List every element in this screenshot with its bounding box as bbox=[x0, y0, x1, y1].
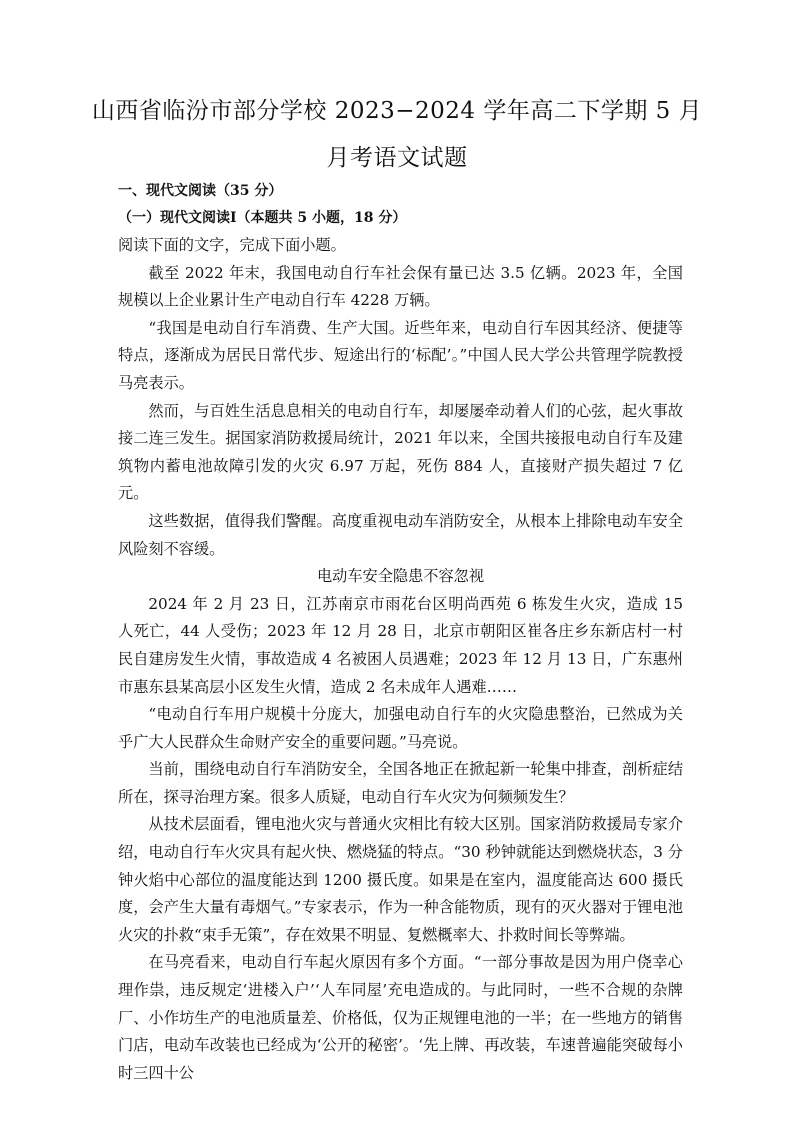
section-heading: 一、现代文阅读（35 分） bbox=[118, 183, 283, 199]
paragraph: 在马亮看来，电动自行车起火原因有多个方面。“一部分事故是因为用户侥幸心理作祟，违反规定‘进楼入户’‘人车同屋’充电造成的。与此同时，一些不合规的杂牌厂、小作坊生产的电池质量差、价格低，仅为正规锂电池的一半；在一些地方的销售门店，电动车改装也已经成为‘公开的秘密’。‘先上牌、再改装，车速普遍能突破每小时三四十公 bbox=[118, 953, 683, 1082]
document-title-line-2: 月考语文试题 bbox=[326, 145, 468, 171]
paragraph: 当前，围绕电动自行车消防安全，全国各地正在掀起新一轮集中排查，剖析症结所在，探寻治理方案。很多人质疑，电动自行车火灾为何频频发生？ bbox=[118, 760, 683, 806]
paragraph: 然而，与百姓生活息息相关的电动自行车，却屡屡牵动着人们的心弦，起火事故接二连三发生。据国家消防救援局统计，2021 年以来，全国共接报电动自行车及建筑物内蓄电池故障引发的火灾 6.97 万起，死伤 884 人，直接财产损失超过 7 亿元。 bbox=[118, 401, 683, 503]
paragraph: 这些数据，值得我们警醒。高度重视电动车消防安全，从根本上排除电动车安全风险刻不容缓。 bbox=[118, 511, 683, 558]
paragraph: 截至 2022 年末，我国电动自行车社会保有量已达 3.5 亿辆。2023 年，全国规模以上企业累计生产电动自行车 4228 万辆。 bbox=[118, 263, 683, 310]
paragraph: 2024 年 2 月 23 日，江苏南京市雨花台区明尚西苑 6 栋发生火灾，造成 15 人死亡，44 人受伤；2023 年 12 月 28 日，北京市朝阳区崔各庄乡东新店村一村民自建房发生火情，事故造成 4 名被困人员遇难；2023 年 12 月 13 日，广东惠州市惠东县某高层小区发生火情，造成 2 名未成年人遇难…… bbox=[118, 594, 683, 696]
paragraph: “电动自行车用户规模十分庞大，加强电动自行车的火灾隐患整治，已然成为关乎广大人民群众生命财产安全的重要问题。”马亮说。 bbox=[118, 705, 683, 751]
article-body bbox=[118, 232, 683, 1087]
article-subtitle: 电动车安全隐患不容忽视 bbox=[316, 567, 485, 586]
document-title-line-1: 山西省临汾市部分学校 2023−2024 学年高二下学期 5 月 bbox=[91, 98, 703, 124]
instruction-text: 阅读下面的文字，完成下面小题。 bbox=[118, 236, 346, 254]
section-subheading: （一）现代文阅读Ⅰ（本题共 5 小题，18 分） bbox=[118, 210, 407, 226]
paragraph: 从技术层面看，锂电池火灾与普通火灾相比有较大区别。国家消防救援局专家介绍，电动自行车火灾具有起火快、燃烧猛的特点。“30 秒钟就能达到燃烧状态，3 分钟火焰中心部位的温度能达到 1200 摄氏度。如果是在室内，温度能高达 600 摄氏度，会产生大量有毒烟气。”专家表示，作为一种含能物质，现有的灭火器对于锂电池火灾的扑救“束手无策”，存在效果不明显、复燃概率大、扑救时间长等弊端。 bbox=[118, 815, 683, 944]
paragraph: “我国是电动自行车消费、生产大国。近些年来，电动自行车因其经济、便捷等特点，逐渐成为居民日常代步、短途出行的‘标配’。”中国人民大学公共管理学院教授马亮表示。 bbox=[118, 318, 683, 392]
